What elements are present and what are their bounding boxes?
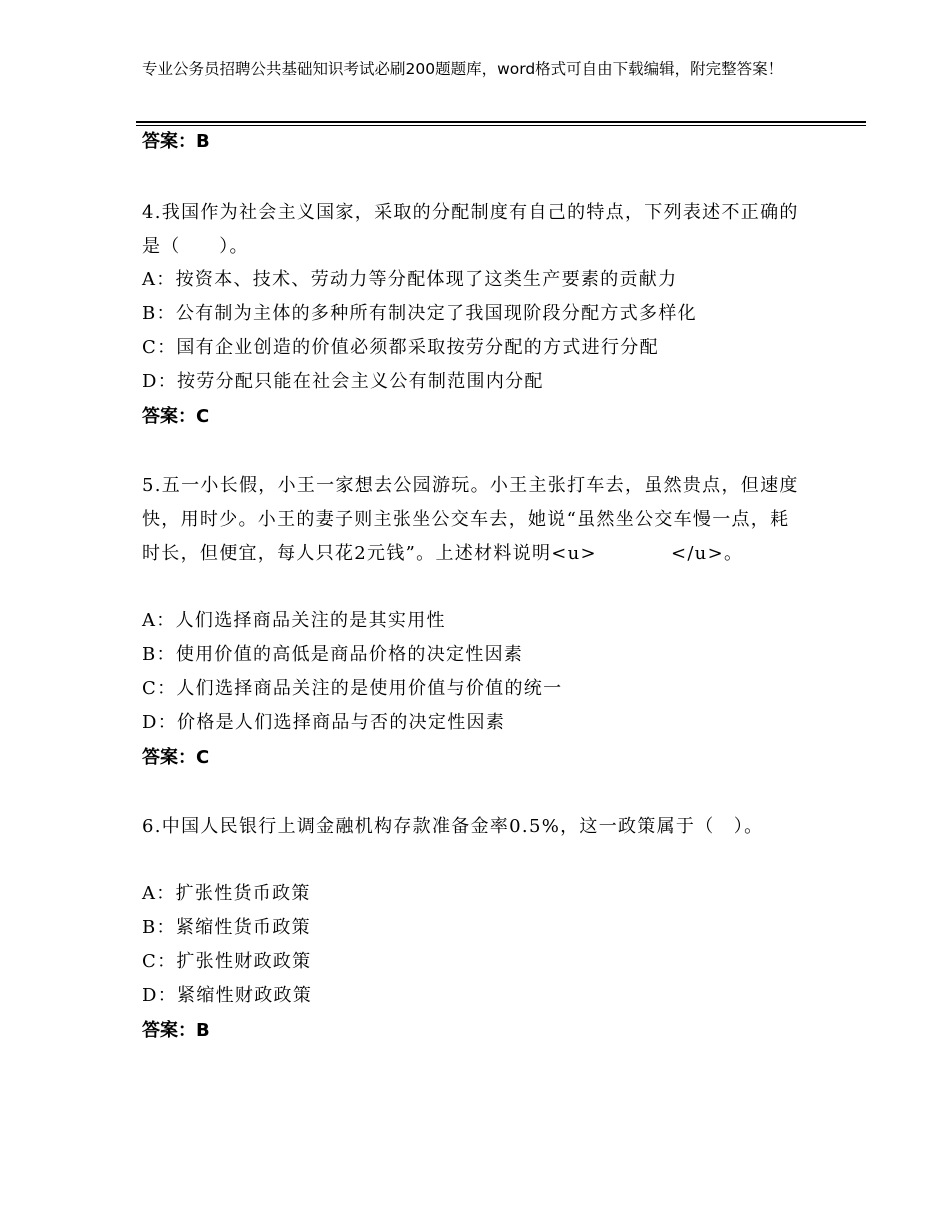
question-4-option-d: D：按劳分配只能在社会主义公有制范围内分配: [142, 371, 544, 392]
question-4-answer: 答案：C: [142, 406, 210, 427]
question-5-stem: [142, 469, 802, 571]
question-5-answer: 答案：C: [142, 747, 210, 768]
question-5-option-c: C：人们选择商品关注的是使用价值与价值的统一: [142, 678, 563, 699]
question-4-option-a: A：按资本、技术、劳动力等分配体现了这类生产要素的贡献力: [142, 269, 678, 290]
question-4-option-b: B：公有制为主体的多种所有制决定了我国现阶段分配方式多样化: [142, 303, 697, 324]
question-6-answer: 答案：B: [142, 1020, 210, 1041]
question-6-option-a: A：扩张性货币政策: [142, 883, 311, 904]
header-rule-thick: [136, 121, 866, 123]
document-header: 专业公务员招聘公共基础知识考试必刷200题题库，word格式可自由下载编辑，附完整答案！: [142, 60, 784, 78]
question-5-u-close: </u>。: [670, 543, 744, 564]
question-5-option-d: D：价格是人们选择商品与否的决定性因素: [142, 712, 506, 733]
question-5-option-a: A：人们选择商品关注的是其实用性: [142, 610, 446, 631]
question-4-stem: 4.我国作为社会主义国家，采取的分配制度有自己的特点，下列表述不正确的是（ ）。: [142, 202, 799, 257]
header-rule-thin: [136, 125, 866, 126]
question-5-stem-text: 5.五一小长假，小王一家想去公园游玩。小王主张打车去，虽然贵点，但速度快，用时少。小王的妻子则主张坐公交车去，她说“虽然坐公交车慢一点，耗时长，但便宜，每人只花2元钱”。上述材料说明: [142, 475, 799, 564]
question-6-option-d: D：紧缩性财政政策: [142, 985, 313, 1006]
answer-prev: 答案：B: [142, 131, 210, 152]
question-5-option-b: B：使用价值的高低是商品价格的决定性因素: [142, 644, 524, 665]
question-6-stem: 6.中国人民银行上调金融机构存款准备金率0.5%，这一政策属于（ ）。: [142, 816, 764, 837]
question-4-option-c: C：国有企业创造的价值必须都采取按劳分配的方式进行分配: [142, 337, 659, 358]
question-5-u-open: <u>: [551, 543, 597, 564]
question-6-option-c: C：扩张性财政政策: [142, 951, 312, 972]
question-6-option-b: B：紧缩性货币政策: [142, 917, 311, 938]
